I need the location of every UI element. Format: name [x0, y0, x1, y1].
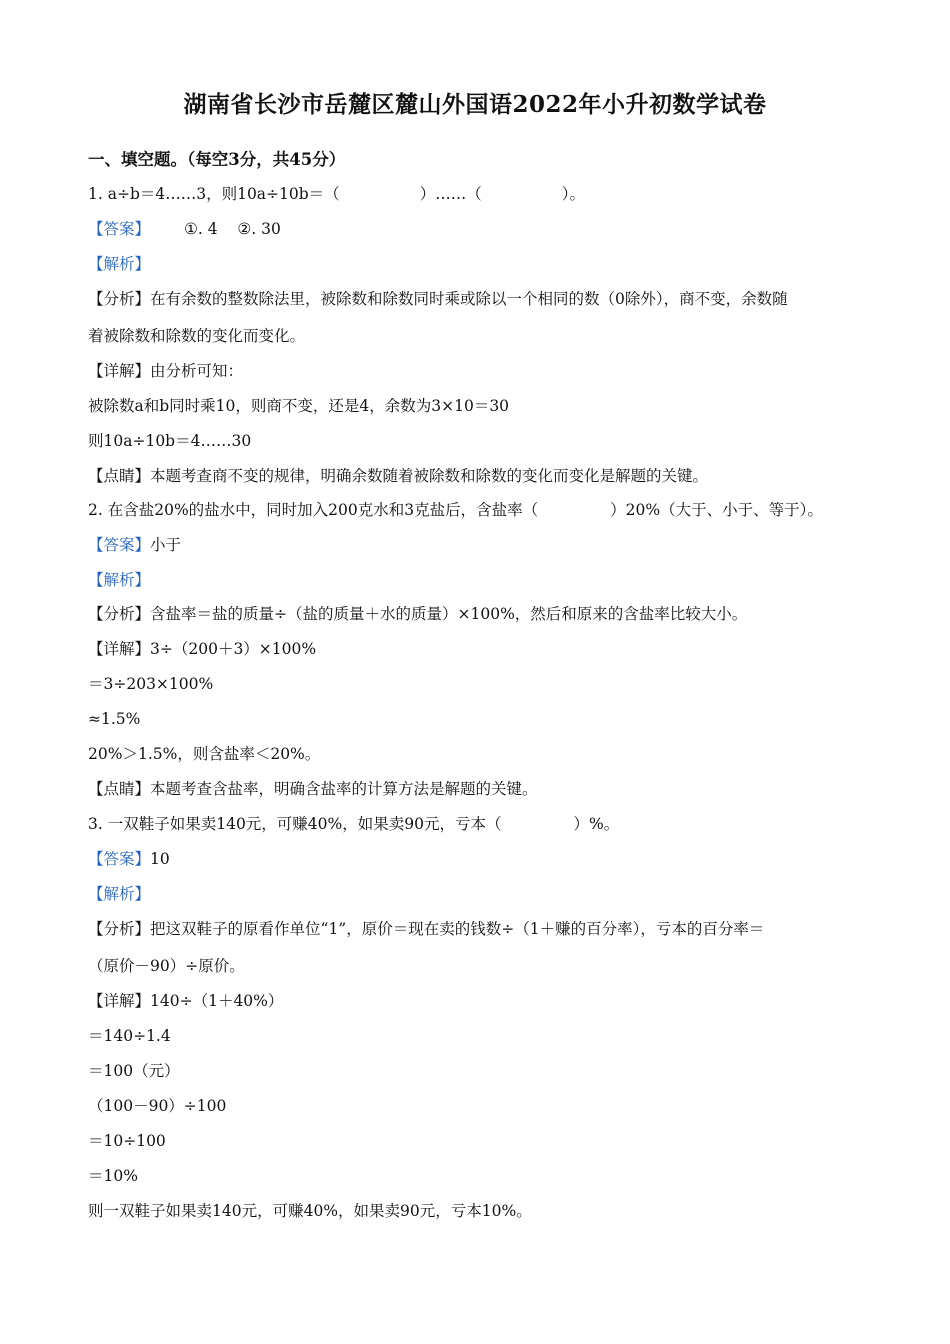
question-1-stem-part-b: ）……（	[419, 185, 482, 203]
question-1-fenxi-cont: 着被除数和除数的变化而变化。	[88, 327, 306, 345]
xiangjie-label: 【详解】	[88, 992, 151, 1010]
question-3-step: （100－90）÷100	[88, 1097, 227, 1115]
question-3-stem-part-b: ）%。	[573, 815, 620, 833]
answer-text: ①. 4 ②. 30	[184, 220, 281, 238]
question-3-stem	[88, 813, 619, 835]
question-3-fenxi	[88, 918, 764, 940]
question-2-stem-part-a: 2. 在含盐20%的盐水中，同时加入200克水和3克盐后，含盐率（	[88, 501, 539, 519]
question-1-stem-part-a: 1. a÷b＝4……3，则10a÷10b＝（	[88, 185, 340, 203]
question-3-step: ＝100（元）	[88, 1062, 180, 1080]
xiangjie-text: 3÷（200＋3）×100%	[150, 640, 317, 658]
question-3-xiangjie	[88, 990, 283, 1012]
question-1-xiangjie	[88, 360, 243, 382]
dianjing-label: 【点睛】	[88, 467, 151, 485]
fenxi-label: 【分析】	[88, 605, 151, 623]
question-1-answer	[88, 218, 281, 240]
fenxi-text: 把这双鞋子的原看作单位“1”，原价＝现在卖的钱数÷（1＋赚的百分率），亏本的百分率＝	[150, 920, 765, 938]
question-2-dianjing	[88, 778, 538, 800]
answer-text: 小于	[150, 536, 182, 554]
analysis-tag: 【解析】	[88, 885, 151, 903]
xiangjie-label: 【详解】	[88, 640, 151, 658]
question-3-stem-part-a: 3. 一双鞋子如果卖140元，可赚40%，如果卖90元，亏本（	[88, 815, 502, 833]
question-3-fenxi-cont: （原价－90）÷原价。	[88, 957, 245, 975]
answer-tag: 【答案】	[88, 536, 151, 554]
question-2-step: ≈1.5%	[88, 710, 141, 728]
page-title: 湖南省长沙市岳麓区麓山外国语2022年小升初数学试卷	[183, 91, 767, 118]
fenxi-text: 含盐率＝盐的质量÷（盐的质量＋水的质量）×100%，然后和原来的含盐率比较大小。	[150, 605, 748, 623]
question-3-step: 则一双鞋子如果卖140元，可赚40%，如果卖90元，亏本10%。	[88, 1202, 532, 1220]
question-2-step: ＝3÷203×100%	[88, 675, 214, 693]
question-2-step: 20%＞1.5%，则含盐率＜20%。	[88, 745, 321, 763]
question-1-step: 被除数a和b同时乘10，则商不变，还是4，余数为3×10＝30	[88, 397, 510, 415]
dianjing-label: 【点睛】	[88, 780, 151, 798]
question-3-answer	[88, 848, 170, 870]
question-2-stem	[88, 499, 823, 521]
question-3-step: ＝140÷1.4	[88, 1027, 171, 1045]
question-3-step: ＝10%	[88, 1167, 138, 1185]
dianjing-text: 本题考查含盐率，明确含盐率的计算方法是解题的关键。	[150, 780, 538, 798]
question-3-step: ＝10÷100	[88, 1132, 166, 1150]
question-1-fenxi	[88, 288, 788, 310]
question-1-dianjing	[88, 465, 708, 487]
fenxi-label: 【分析】	[88, 920, 151, 938]
fenxi-text: 在有余数的整数除法里，被除数和除数同时乘或除以一个相同的数（0除外），商不变，余数随	[150, 290, 788, 308]
fenxi-label: 【分析】	[88, 290, 151, 308]
xiangjie-text: 140÷（1＋40%）	[150, 992, 284, 1010]
answer-tag: 【答案】	[88, 220, 151, 238]
analysis-tag: 【解析】	[88, 571, 151, 589]
xiangjie-label: 【详解】	[88, 362, 151, 380]
question-1-stem-part-c: ）。	[561, 185, 585, 203]
question-1-step: 则10a÷10b＝4……30	[88, 432, 252, 450]
xiangjie-text: 由分析可知：	[150, 362, 244, 380]
answer-tag: 【答案】	[88, 850, 151, 868]
question-2-xiangjie	[88, 638, 316, 660]
answer-text: 10	[150, 850, 170, 868]
question-1-stem	[88, 183, 585, 205]
dianjing-text: 本题考查商不变的规律，明确余数随着被除数和除数的变化而变化是解题的关键。	[150, 467, 709, 485]
question-2-stem-part-b: ）20%（大于、小于、等于）。	[610, 501, 823, 519]
section-heading: 一、填空题。（每空3分，共45分）	[88, 150, 346, 169]
analysis-tag: 【解析】	[88, 255, 151, 273]
question-2-fenxi	[88, 603, 747, 625]
question-2-answer	[88, 534, 181, 556]
